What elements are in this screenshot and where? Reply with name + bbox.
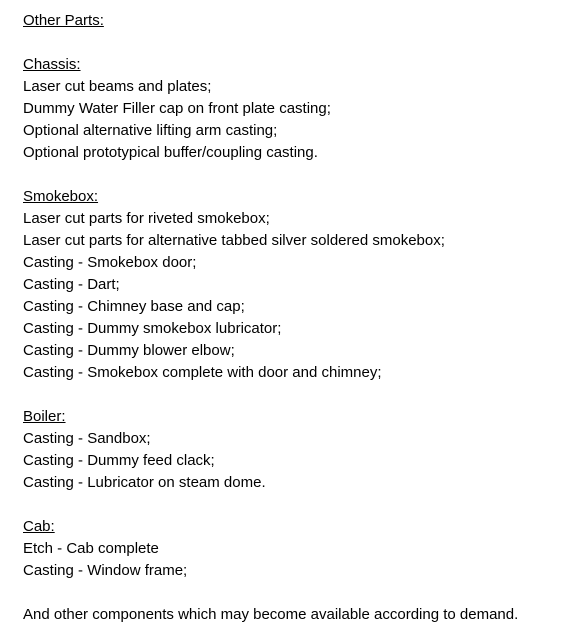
section-heading-smokebox: Smokebox: [23,188,99,205]
section-chassis [23,54,568,164]
list-item: Casting - Chimney base and cap; [23,298,245,315]
spacer [23,164,568,186]
list-item: Casting - Dummy feed clack; [23,452,215,469]
section-smokebox [23,186,568,384]
list-item: Laser cut parts for alternative tabbed silver soldered smokebox; [23,232,445,249]
spacer [23,384,568,406]
list-item: Casting - Window frame; [23,562,188,579]
section-heading-boiler: Boiler: [23,408,66,425]
section-boiler [23,406,568,494]
closing-note: And other components which may become available according to demand. [23,606,519,623]
list-item: Dummy Water Filler cap on front plate casting; [23,100,331,117]
list-item: Optional prototypical buffer/coupling casting. [23,144,318,161]
list-item: Casting - Smokebox complete with door and chimney; [23,364,382,381]
spacer [23,494,568,516]
document-title: Other Parts: [23,12,104,29]
list-item: Laser cut parts for riveted smokebox; [23,210,270,227]
list-item: Casting - Lubricator on steam dome. [23,474,266,491]
spacer [23,32,568,54]
list-item: Casting - Sandbox; [23,430,151,447]
list-item: Casting - Dummy smokebox lubricator; [23,320,282,337]
section-cab [23,516,568,582]
spacer [23,582,568,604]
list-item: Laser cut beams and plates; [23,78,212,95]
list-item: Casting - Dart; [23,276,120,293]
list-item: Optional alternative lifting arm casting; [23,122,278,139]
list-item: Casting - Smokebox door; [23,254,197,271]
list-item: Etch - Cab complete [23,540,159,557]
list-item: Casting - Dummy blower elbow; [23,342,235,359]
section-heading-chassis: Chassis: [23,56,81,73]
section-heading-cab: Cab: [23,518,55,535]
